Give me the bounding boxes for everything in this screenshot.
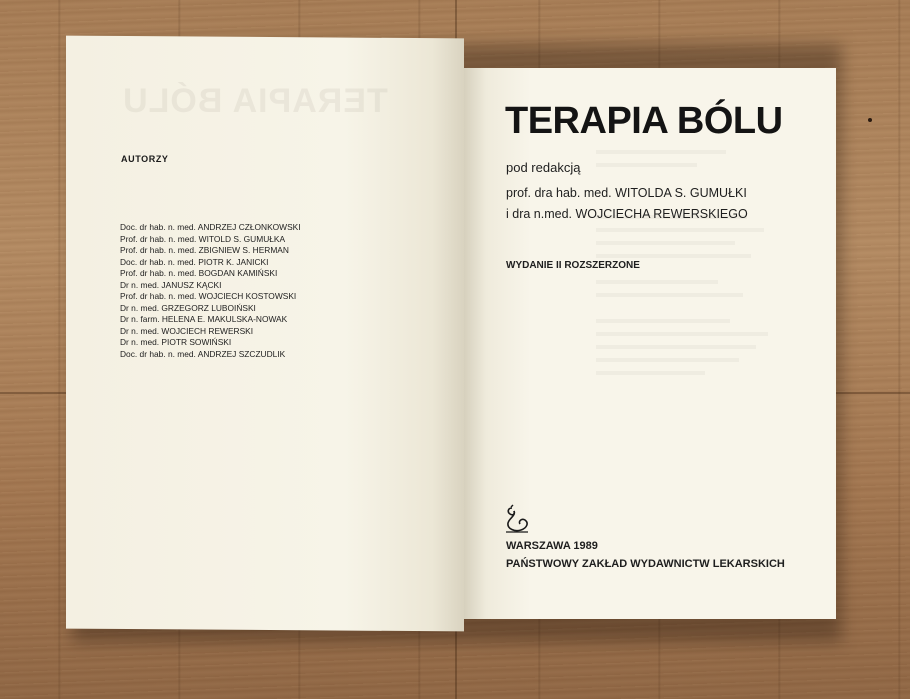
swan-logo-icon — [503, 504, 531, 534]
author-item: Doc. dr hab. n. med. ANDRZEJ SZCZUDLIK — [120, 348, 286, 359]
book-subtitle: pod redakcją — [506, 160, 581, 175]
author-item: Dr n. med. PIOTR SOWIŃSKI — [120, 337, 232, 347]
show-through-title: TERAPIA BÓLU — [122, 82, 388, 120]
author-item: Dr n. med. JANUSZ KĄCKI — [120, 279, 222, 290]
editor-line-2: i dra n.med. WOJCIECHA REWERSKIEGO — [506, 207, 748, 221]
author-item: Prof. dr hab. n. med. WITOLD S. GUMUŁKA — [120, 233, 286, 244]
editor-line-1: prof. dra hab. med. WITOLDA S. GUMUŁKI — [506, 186, 747, 200]
author-item: Dr n. med. WOJCIECH REWERSKI — [120, 325, 254, 336]
author-item: Dr n. med. GRZEGORZ LUBOIŃSKI — [120, 302, 256, 313]
authors-heading: AUTORZY — [121, 154, 169, 164]
publisher-name: PAŃSTWOWY ZAKŁAD WYDAWNICTW LEKARSKICH — [506, 558, 785, 570]
author-item: Prof. dr hab. n. med. WOJCIECH KOSTOWSKI — [120, 291, 297, 301]
authors-list — [120, 222, 301, 360]
wood-knot — [868, 118, 872, 122]
author-item: Doc. dr hab. n. med. PIOTR K. JANICKI — [120, 256, 269, 267]
author-item: Prof. dr hab. n. med. BOGDAN KAMIŃSKI — [120, 268, 278, 278]
author-item: Doc. dr hab. n. med. ANDRZEJ CZŁONKOWSKI — [120, 222, 301, 232]
author-item: Prof. dr hab. n. med. ZBIGNIEW S. HERMAN — [120, 245, 289, 255]
publication-place-year: WARSZAWA 1989 — [506, 540, 598, 552]
book-title: TERAPIA BÓLU — [505, 100, 783, 142]
edition-label: WYDANIE II ROZSZERZONE — [506, 260, 640, 271]
author-item: Dr n. farm. HELENA E. MAKULSKA-NOWAK — [120, 314, 288, 324]
